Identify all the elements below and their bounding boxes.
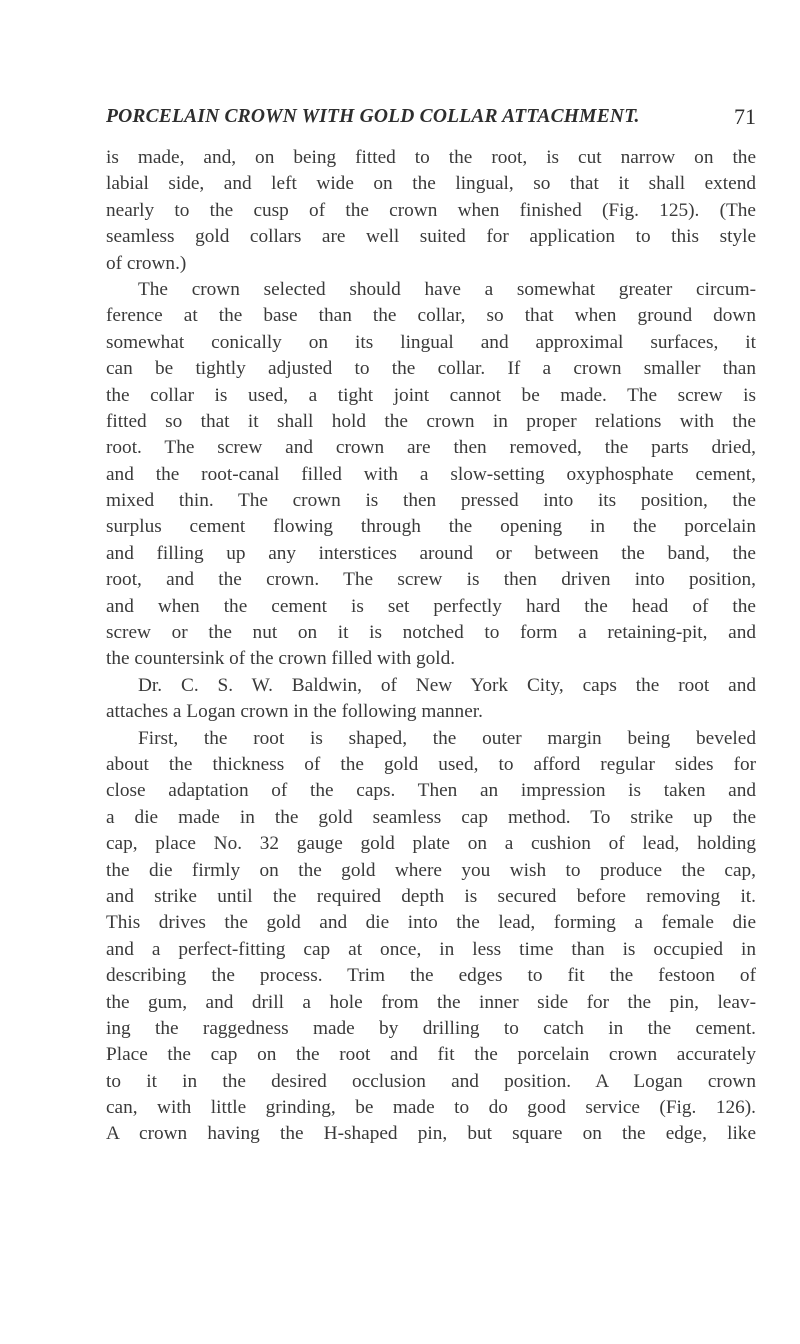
text-line: and a perfect-fitting cap at once, in less time than is occupied in — [106, 938, 756, 960]
text-line: labial side, and left wide on the lingual, so that it shall extend — [106, 173, 756, 195]
text-line: Place the cap on the root and fit the porcelain crown accurately — [106, 1044, 756, 1066]
text-line: ing the raggedness made by drilling to catch in the cement. — [106, 1017, 756, 1039]
text-line: and when the cement is set perfectly hard the head of the — [106, 595, 756, 617]
text-line: a die made in the gold seamless cap method. To strike up the — [106, 806, 756, 828]
running-title: PORCELAIN CROWN WITH GOLD COLLAR ATTACHMENT. — [106, 106, 640, 127]
text-line: surplus cement flowing through the opening in the porcelain — [106, 516, 756, 538]
text-line: the countersink of the crown filled with gold. — [106, 648, 456, 670]
text-line: can be tightly adjusted to the collar. If a crown smaller than — [106, 358, 756, 380]
text-line: can, with little grinding, be made to do good service (Fig. 126). — [106, 1097, 756, 1119]
running-head — [106, 106, 756, 134]
text-line: about the thickness of the gold used, to afford regular sides for — [106, 753, 756, 775]
text-line: The crown selected should have a somewhat greater circum- — [138, 278, 756, 300]
text-line: root. The screw and crown are then removed, the parts dried, — [106, 437, 756, 459]
body-text — [106, 145, 756, 1148]
text-line: the collar is used, a tight joint cannot be made. The screw is — [106, 384, 756, 406]
text-line: This drives the gold and die into the lead, forming a female die — [106, 912, 756, 934]
text-line: and strike until the required depth is secured before removing it. — [106, 885, 756, 907]
text-line: describing the process. Trim the edges to fit the festoon of — [106, 965, 756, 987]
text-line: Dr. C. S. W. Baldwin, of New York City, caps the root and — [138, 674, 756, 696]
text-line: to it in the desired occlusion and position. A Logan crown — [106, 1070, 756, 1092]
text-line: attaches a Logan crown in the following manner. — [106, 701, 483, 723]
page-number: 71 — [734, 104, 756, 129]
text-line: fitted so that it shall hold the crown in proper relations with the — [106, 410, 756, 432]
text-line: mixed thin. The crown is then pressed into its position, the — [106, 490, 756, 512]
text-line: of crown.) — [106, 252, 187, 274]
text-line: seamless gold collars are well suited for application to this style — [106, 226, 756, 248]
text-line: cap, place No. 32 gauge gold plate on a cushion of lead, holding — [106, 833, 756, 855]
text-line: First, the root is shaped, the outer margin being beveled — [138, 727, 756, 749]
text-line: is made, and, on being fitted to the root, is cut narrow on the — [106, 147, 756, 168]
text-line: the die firmly on the gold where you wish to produce the cap, — [106, 859, 756, 881]
text-line: and the root-canal filled with a slow-setting oxyphosphate cement, — [106, 463, 756, 485]
text-line: somewhat conically on its lingual and approximal surfaces, it — [106, 331, 756, 353]
text-line: A crown having the H-shaped pin, but square on the edge, like — [106, 1123, 756, 1145]
text-line: root, and the crown. The screw is then driven into position, — [106, 569, 756, 591]
text-line: and filling up any interstices around or between the band, the — [106, 542, 756, 564]
text-line: screw or the nut on it is notched to form a retaining-pit, and — [106, 622, 756, 644]
text-line: close adaptation of the caps. Then an impression is taken and — [106, 780, 756, 802]
text-line: the gum, and drill a hole from the inner side for the pin, leav- — [106, 991, 756, 1013]
text-line: ference at the base than the collar, so that when ground down — [106, 305, 756, 327]
text-line: nearly to the cusp of the crown when finished (Fig. 125). (The — [106, 199, 756, 221]
